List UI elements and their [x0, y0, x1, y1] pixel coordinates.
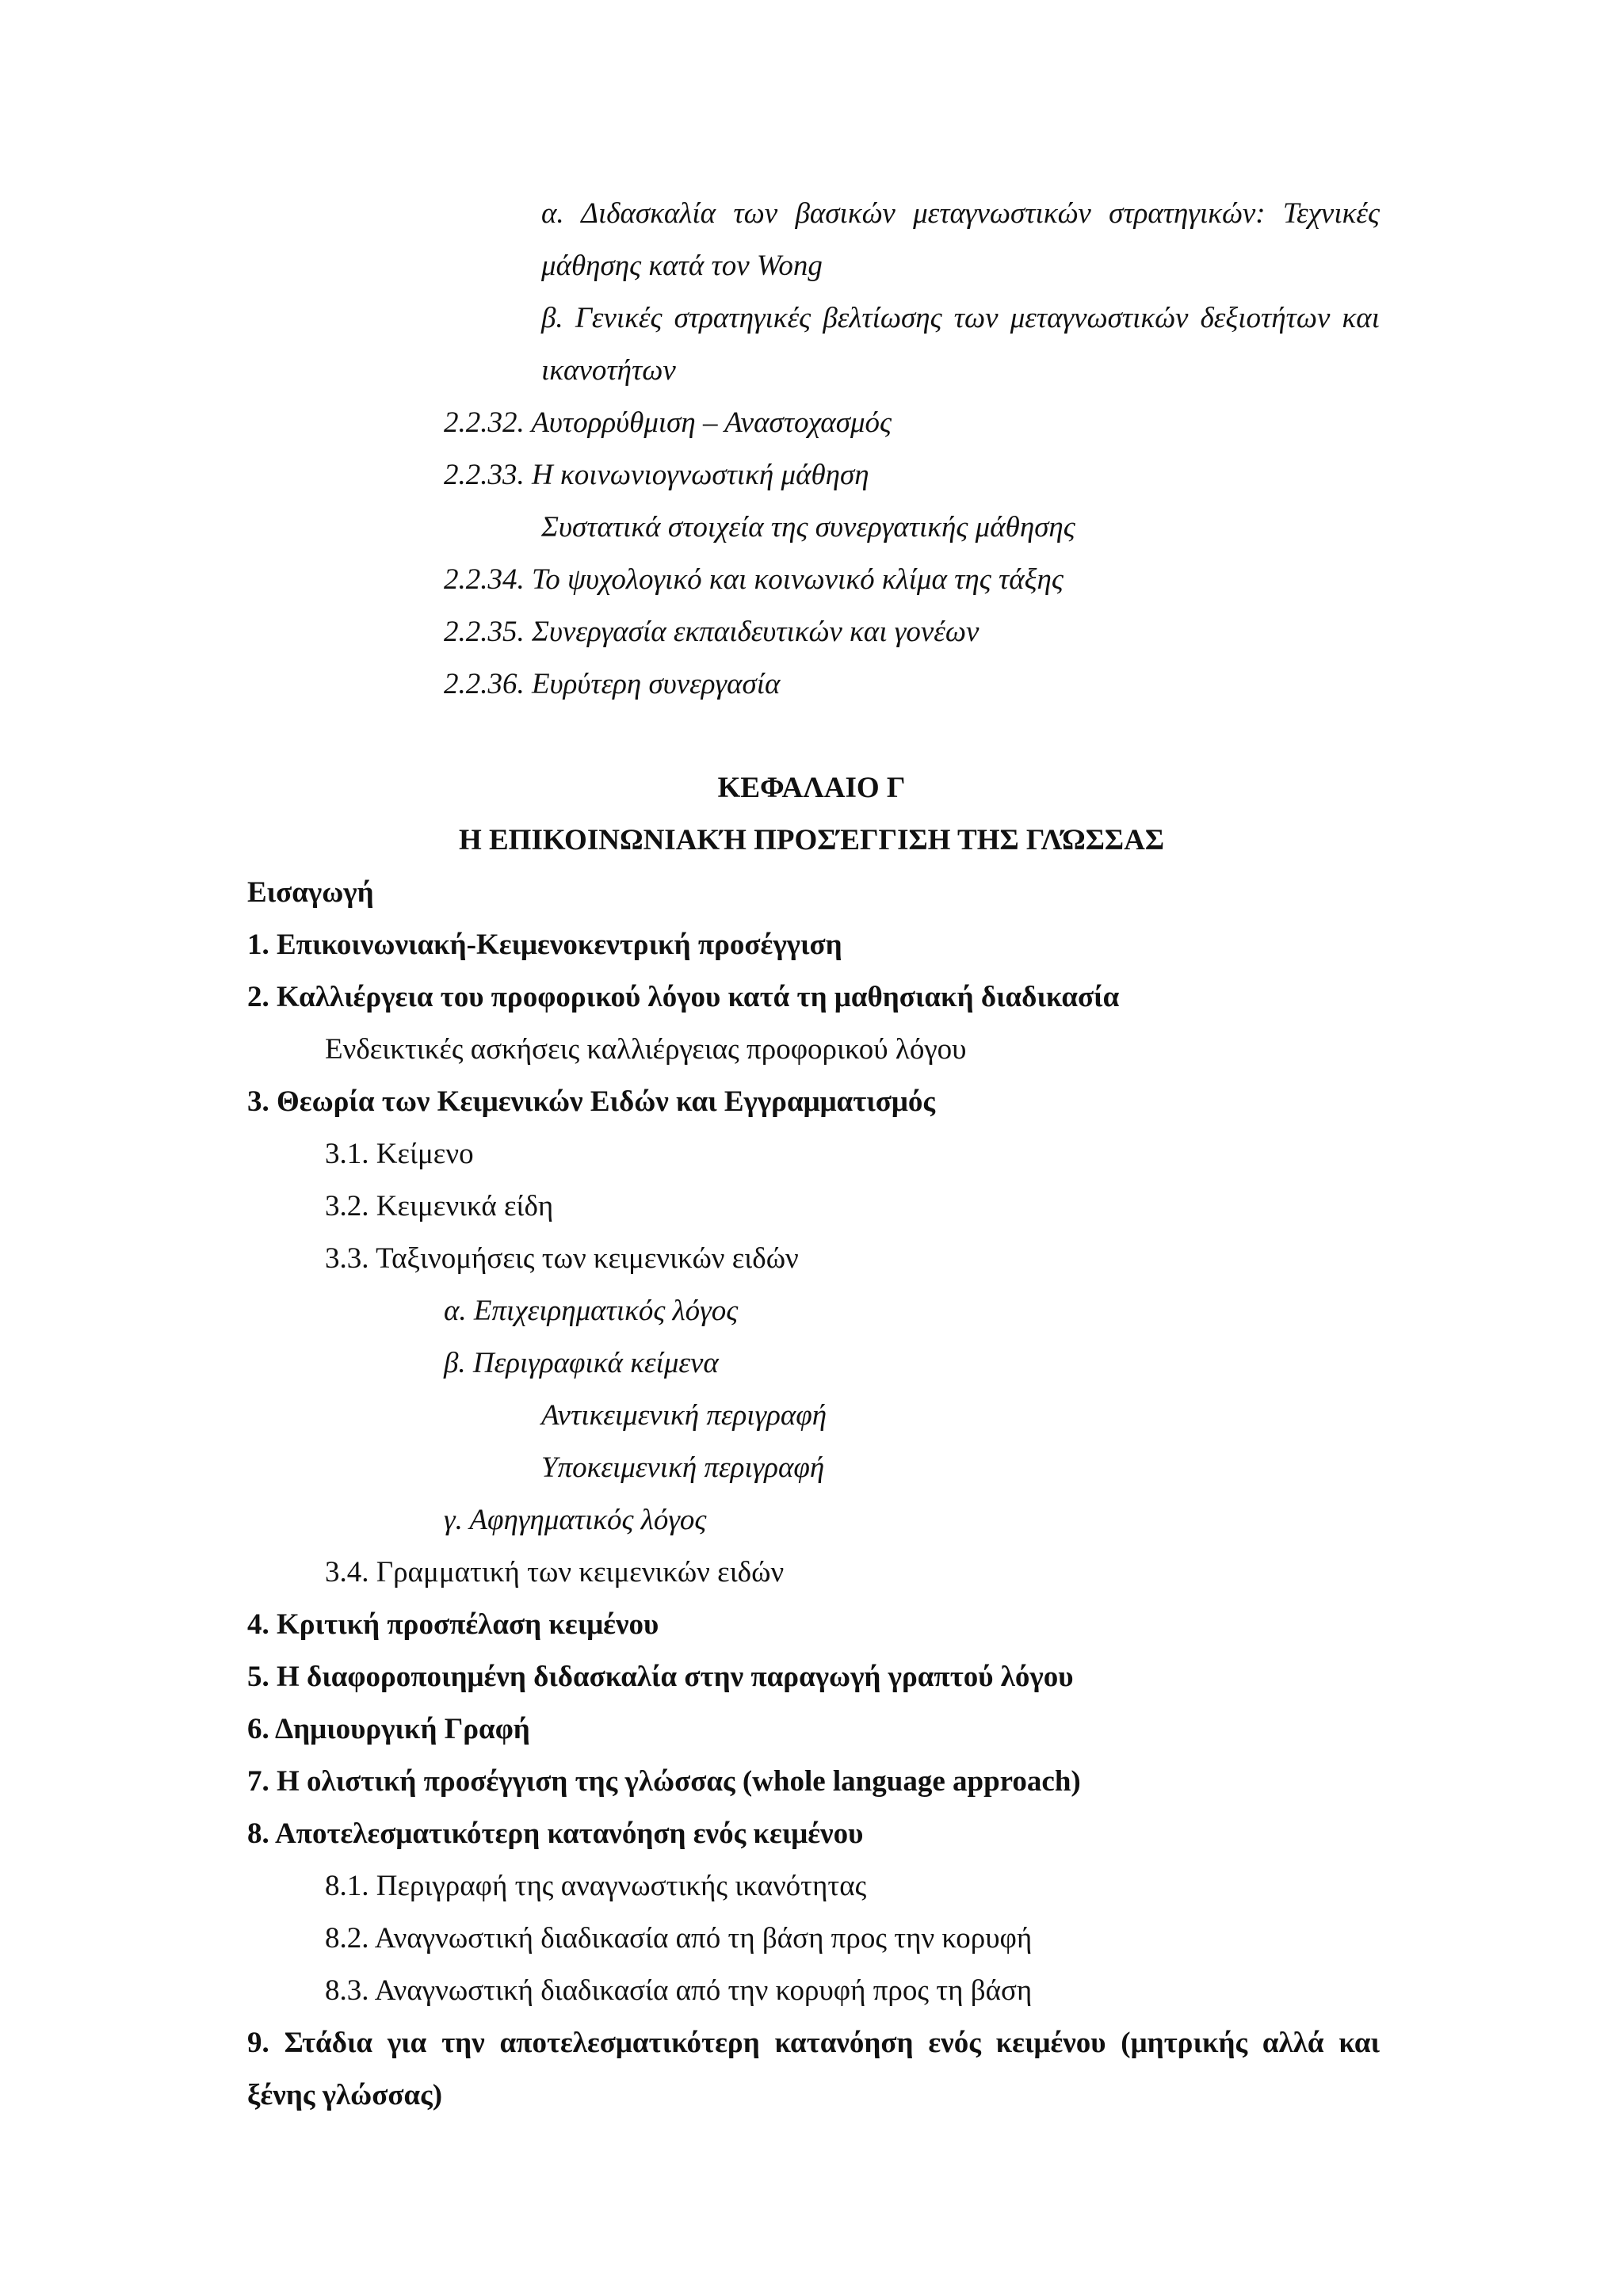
toc-entry: 6. Δημιουργική Γραφή	[247, 1713, 530, 1745]
toc-entry: ικανοτήτων	[541, 354, 676, 387]
chapter-heading: ΚΕΦΑΛΑΙΟ Γ	[717, 772, 906, 804]
toc-entry: 4. Κριτική προσπέλαση κειμένου	[247, 1608, 659, 1641]
toc-entry: 8. Αποτελεσματικότερη κατανόηση ενός κειμένου	[247, 1817, 864, 1850]
toc-entry: β. Γενικές στρατηγικές βελτίωσης των μεταγνωστικών δεξιοτήτων και	[541, 302, 1380, 334]
toc-entry: β. Περιγραφικά κείμενα	[444, 1347, 719, 1379]
toc-entry: Αντικειμενική περιγραφή	[541, 1399, 827, 1432]
toc-entry: 1. Επικοινωνιακή-Κειμενοκεντρική προσέγγιση	[247, 929, 842, 961]
toc-entry: ξένης γλώσσας)	[247, 2079, 443, 2111]
toc-entry: 8.1. Περιγραφή της αναγνωστικής ικανότητας	[325, 1870, 867, 1902]
toc-entry: 3.2. Κειμενικά είδη	[325, 1190, 554, 1222]
toc-entry: α. Επιχειρηματικός λόγος	[444, 1295, 739, 1327]
toc-entry: Υποκειμενική περιγραφή	[541, 1451, 825, 1484]
toc-entry: 2.2.36. Ευρύτερη συνεργασία	[444, 668, 781, 700]
toc-entry: 2.2.33. Η κοινωνιογνωστική μάθηση	[444, 459, 869, 491]
toc-entry: Εισαγωγή	[247, 876, 374, 909]
toc-entry: 8.2. Αναγνωστική διαδικασία από τη βάση προς την κορυφή	[325, 1922, 1033, 1955]
toc-entry: 2. Καλλιέργεια του προφορικού λόγου κατά τη μαθησιακή διαδικασία	[247, 981, 1120, 1013]
toc-entry: 3.3. Ταξινομήσεις των κειμενικών ειδών	[325, 1242, 799, 1275]
toc-entry: Ενδεικτικές ασκήσεις καλλιέργειας προφορικού λόγου	[325, 1033, 967, 1066]
toc-entry: 2.2.35. Συνεργασία εκπαιδευτικών και γονέων	[444, 616, 980, 648]
toc-entry: 5. Η διαφοροποιημένη διδασκαλία στην παραγωγή γραπτού λόγου	[247, 1661, 1074, 1693]
toc-entry: 3. Θεωρία των Κειμενικών Ειδών και Εγγραμματισμός	[247, 1085, 935, 1118]
toc-entry: 2.2.32. Αυτορρύθμιση – Αναστοχασμός	[444, 406, 892, 439]
toc-entry: 9. Στάδια για την αποτελεσματικότερη κατανόηση ενός κειμένου (μητρικής αλλά και	[247, 2027, 1380, 2059]
toc-entry: α. Διδασκαλία των βασικών μεταγνωστικών στρατηγικών: Τεχνικές	[541, 197, 1380, 230]
toc-entry: 7. Η ολιστική προσέγγιση της γλώσσας (whole language approach)	[247, 1765, 1081, 1798]
chapter-title: Η ΕΠΙΚΟΙΝΩΝΙΑΚΉ ΠΡΟΣΈΓΓΙΣΗ ΤΗΣ ΓΛΏΣΣΑΣ	[458, 824, 1165, 856]
toc-entry: 3.1. Κείμενο	[325, 1138, 474, 1170]
toc-entry: γ. Αφηγηματικός λόγος	[444, 1504, 707, 1536]
toc-entry: Συστατικά στοιχεία της συνεργατικής μάθησης	[541, 511, 1075, 543]
toc-entry: 8.3. Αναγνωστική διαδικασία από την κορυφή προς τη βάση	[325, 1974, 1033, 2007]
toc-entry: μάθησης κατά τον Wong	[541, 250, 823, 282]
toc-entry: 2.2.34. Το ψυχολογικό και κοινωνικό κλίμα της τάξης	[444, 563, 1064, 596]
toc-entry: 3.4. Γραμματική των κειμενικών ειδών	[325, 1556, 785, 1589]
